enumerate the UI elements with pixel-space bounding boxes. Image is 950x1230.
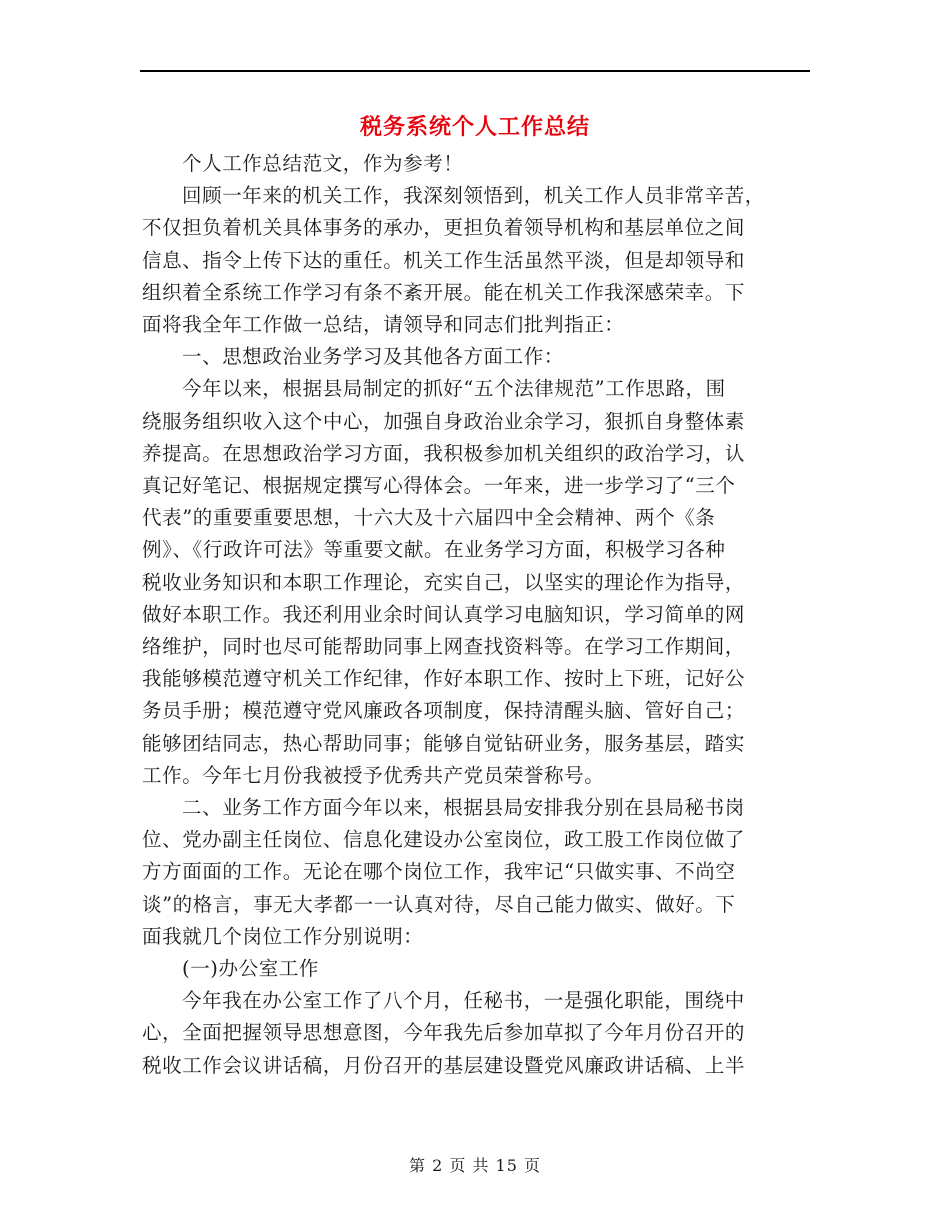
paragraph-line: 二、业务工作方面今年以来，根据县局安排我分别在县局秘书岗 [182,796,745,820]
paragraph-line: 养提高。在思想政治学习方面，我积极参加机关组织的政治学习，认 [142,441,746,465]
paragraph-line: 位、党办副主任岗位、信息化建设办公室岗位，政工股工作岗位做了 [142,828,746,852]
paragraph-line: 心，全面把握领导思想意图，今年我先后参加草拟了今年月份召开的 [142,1021,746,1045]
paragraph-line: 个人工作总结范文，作为参考！ [182,152,464,175]
paragraph-line: 做好本职工作。我还利用业余时间认真学习电脑知识，学习简单的网 [142,602,746,626]
paragraph-line: 我能够模范遵守机关工作纪律，作好本职工作、按时上下班，记好公 [142,667,746,691]
page-footer: 第 2 页 共 15 页 [409,1156,541,1175]
paragraph-line: 工作。今年七月份我被授予优秀共产党员荣誉称号。 [142,763,605,787]
paragraph-line: 真记好笔记、根据规定撰写心得体会。一年来，进一步学习了“三个 [142,474,736,498]
paragraph-line: 今年以来，根据县局制定的抓好“五个法律规范”工作思路，围 [182,377,726,401]
document-title: 税务系统个人工作总结 [359,114,590,140]
paragraph-line: 信息、指令上传下达的重任。机关工作生活虽然平淡，但是却领导和 [142,248,746,272]
paragraph-line: 回顾一年来的机关工作，我深刻领悟到，机关工作人员非常辛苦， [182,184,765,208]
header-rule [140,70,810,72]
paragraph-line: 络维护，同时也尽可能帮助同事上网查找资料等。在学习工作期间， [142,635,746,659]
paragraph-line: (一)办公室工作 [182,957,320,981]
paragraph-line: 谈”的格言，事无大孝都一一认真对待，尽自己能力做实、做好。下 [142,892,736,916]
paragraph-line: 绕服务组织收入这个中心，加强自身政治业余学习，狠抓自身整体素 [142,409,746,433]
paragraph-line: 代表”的重要重要思想，十六大及十六届四中全会精神、两个《条 [142,506,716,530]
paragraph-line: 不仅担负着机关具体事务的承办，更担负着领导机构和基层单位之间 [142,216,746,240]
paragraph-line: 今年我在办公室工作了八个月，任秘书，一是强化职能，围绕中 [182,989,745,1013]
paragraph-line: 例》、《行政许可法》等重要文献。在业务学习方面，积极学习各种 [142,538,726,562]
paragraph-line: 面将我全年工作做一总结，请领导和同志们批判指正： [142,313,625,337]
document-body [142,148,810,1082]
paragraph-line: 面我就几个岗位工作分别说明： [142,924,424,948]
paragraph-line: 税收工作会议讲话稿，月份召开的基层建设暨党风廉政讲话稿、上半 [142,1053,746,1077]
paragraph-line: 税收业务知识和本职工作理论，充实自己，以坚实的理论作为指导， [142,570,746,594]
paragraph-line: 组织着全系统工作学习有条不紊开展。能在机关工作我深感荣幸。下 [142,280,746,304]
paragraph-line: 务员手册；模范遵守党风廉政各项制度，保持清醒头脑、管好自己； [142,699,746,723]
paragraph-line: 方方面面的工作。无论在哪个岗位工作，我牢记“只做实事、不尚空 [142,860,736,884]
paragraph-line: 能够团结同志，热心帮助同事；能够自觉钻研业务，服务基层，踏实 [142,731,746,755]
paragraph-line: 一、思想政治业务学习及其他各方面工作： [182,345,564,369]
